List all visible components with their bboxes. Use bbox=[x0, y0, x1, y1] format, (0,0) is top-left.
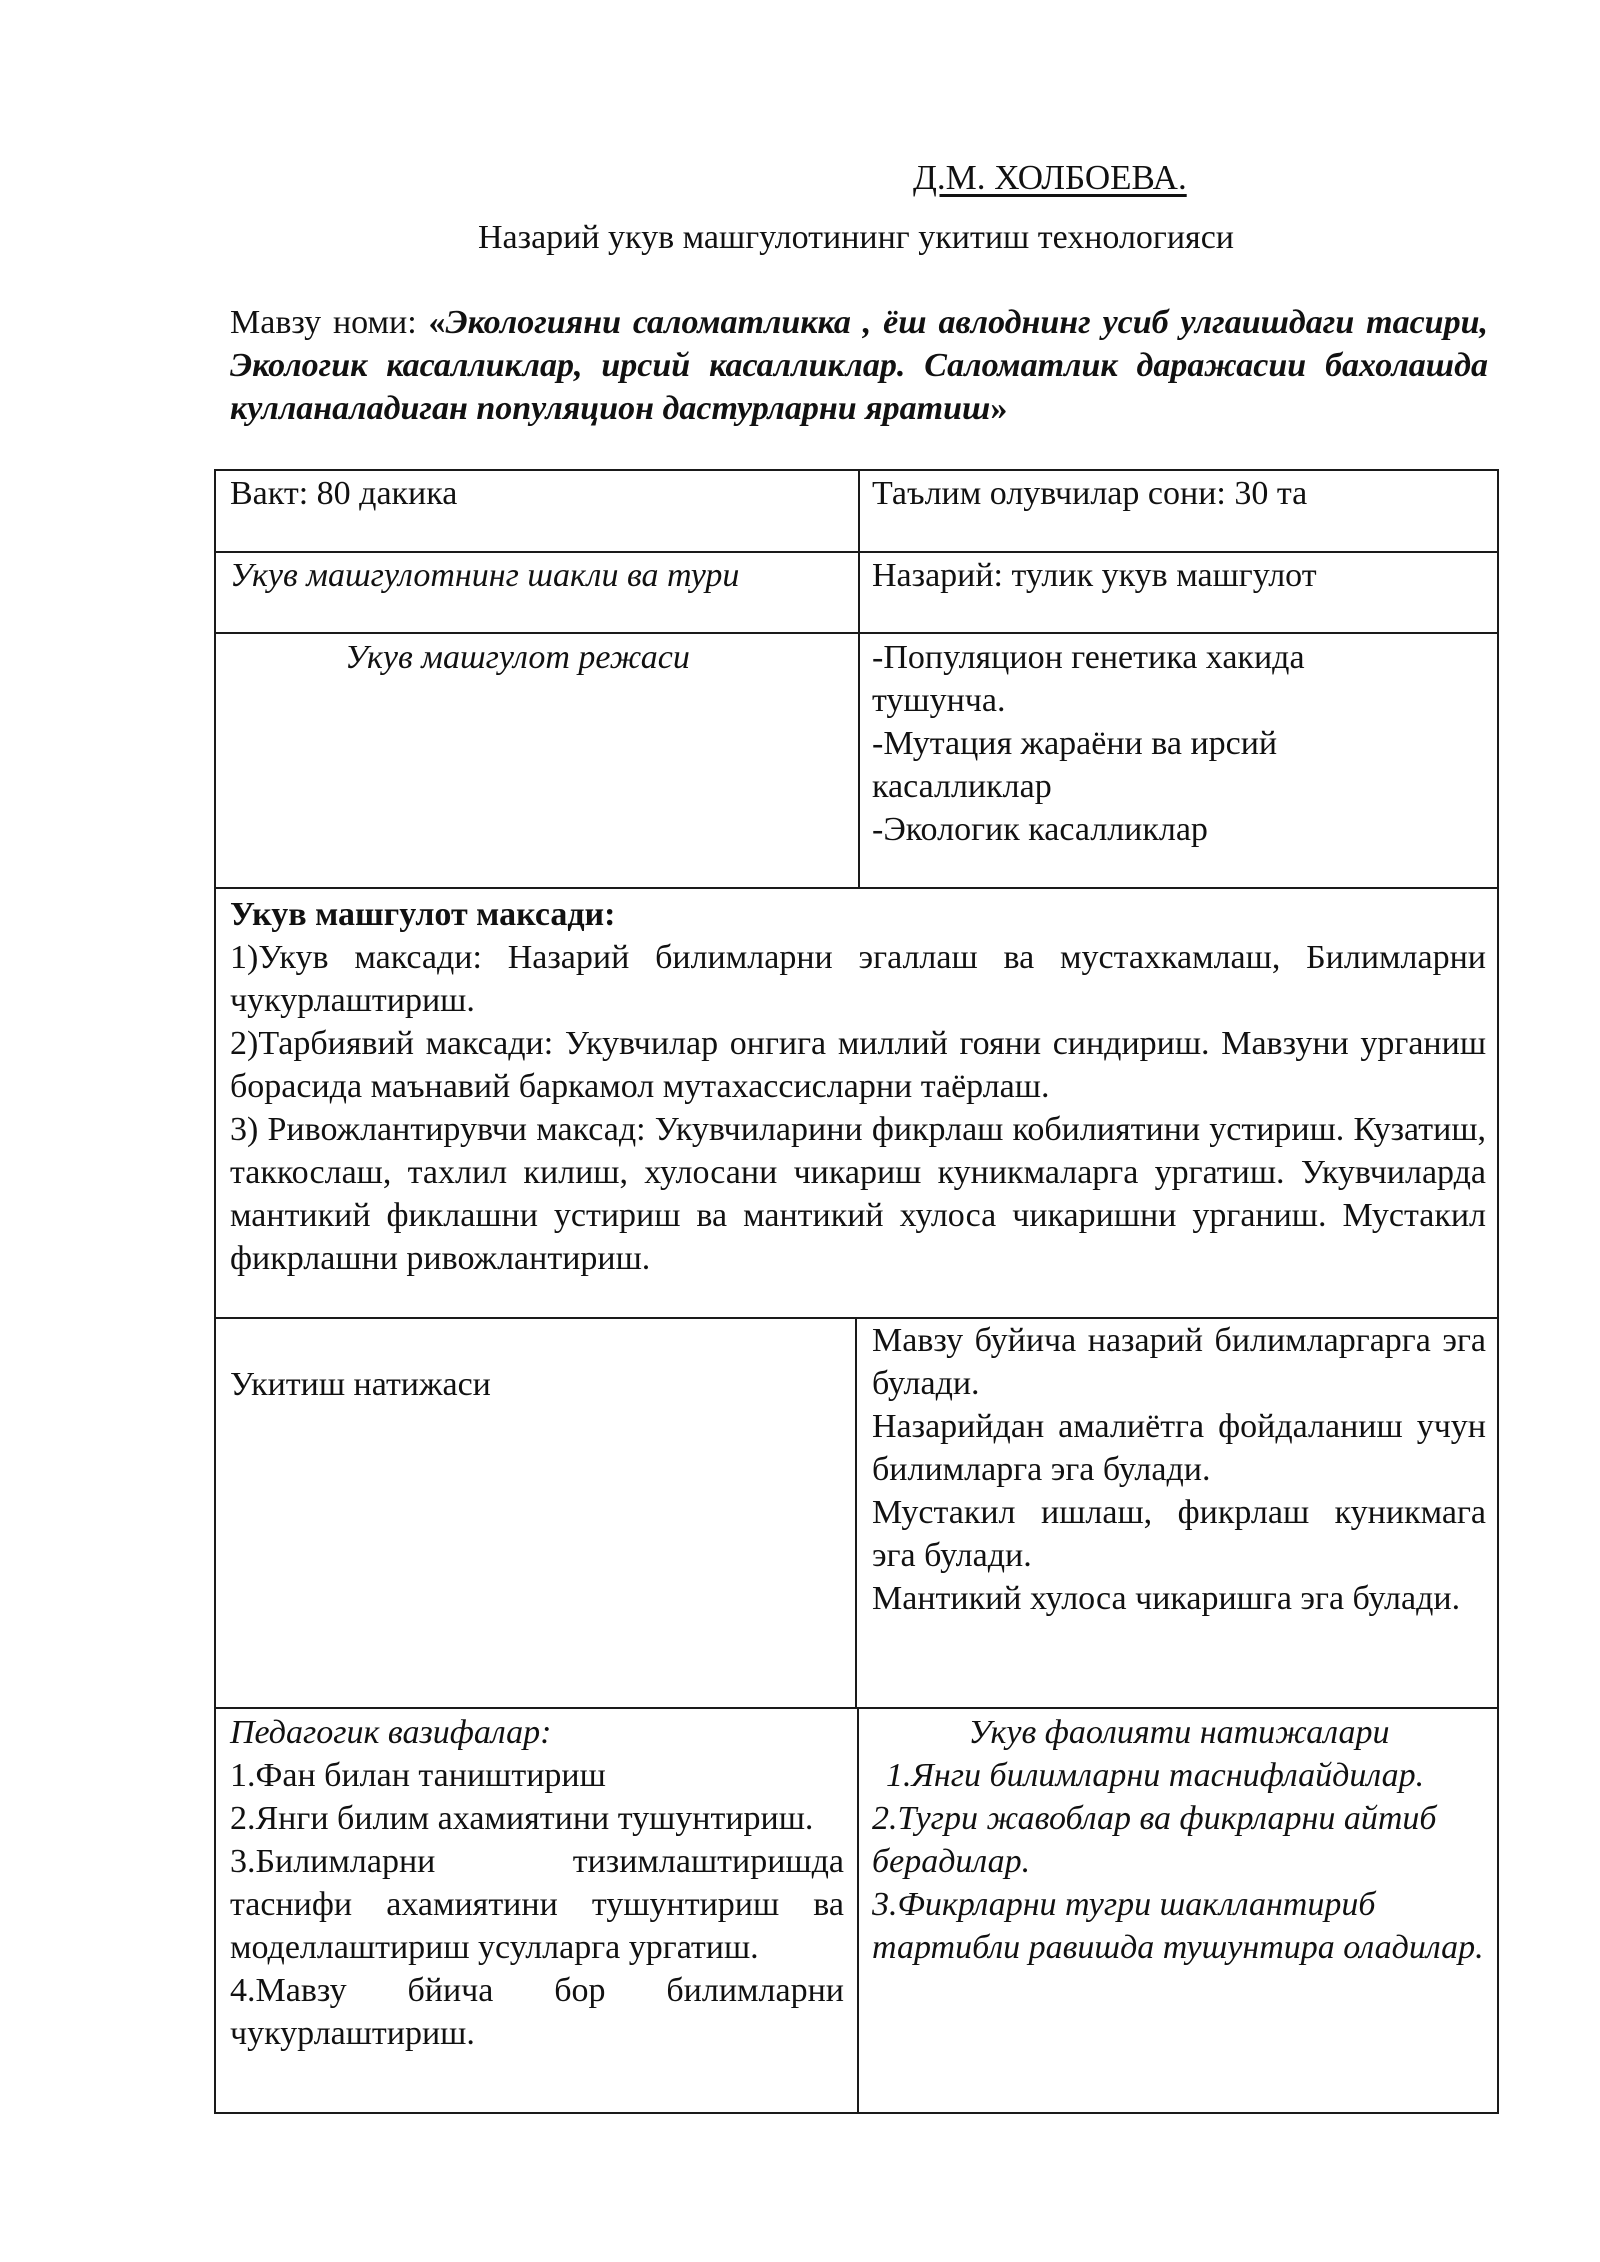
table-border bbox=[857, 1707, 859, 2114]
results-items-cell bbox=[872, 1319, 1486, 1620]
table-border bbox=[855, 1317, 857, 1709]
pedagogic-item: 2.Янги билим ахамиятини тушунтириш. bbox=[230, 1800, 814, 1837]
goals-cell bbox=[230, 893, 1486, 1280]
pedagogic-item: 1.Фан билан таништириш bbox=[230, 1757, 606, 1794]
results-label: Укитиш натижаси bbox=[230, 1366, 491, 1403]
table-border bbox=[214, 887, 1498, 889]
plan-item: -Популяцион генетика хакида тушунча. bbox=[872, 639, 1305, 719]
goal-item: 3) Ривожлантирувчи максад: Укувчиларини фикрлаш кобилиятини устириш. Кузатиш, таккослаш, тахлил килиш, хулосани чикариш куникмаларга ургатиш. Укувчиларда мантикий фиклашни устириш ва мантикий хулоса чикаришни урганиш. Мустакил фикрлашни ривожлантириш. bbox=[230, 1111, 1486, 1277]
results-label-cell bbox=[230, 1363, 830, 1406]
author-name: Д.М. ХОЛБОЕВА. bbox=[913, 158, 1187, 197]
activity-item: 2.Тугри жавоблар ва фикрларни айтиб берадилар. bbox=[872, 1800, 1437, 1880]
goal-item: 2)Тарбиявий максади: Укувчилар онгига миллий гояни синдириш. Мавзуни урганиш борасида маънавий баркамол мутахассисларни таёрлаш. bbox=[230, 1025, 1486, 1105]
time-cell bbox=[230, 472, 840, 515]
students-text: Таълим олувчилар сони: 30 та bbox=[872, 475, 1308, 512]
result-item: Мантикий хулоса чикаришга эга булади. bbox=[872, 1580, 1461, 1617]
form-label-cell bbox=[230, 554, 850, 597]
topic-quote-close: » bbox=[990, 390, 1008, 427]
result-item: Мустакил ишлаш, фикрлаш куникмага эга булади. bbox=[872, 1494, 1486, 1574]
activity-cell bbox=[872, 1711, 1486, 1969]
topic-paragraph bbox=[230, 301, 1488, 430]
activity-item: 3.Фикрларни тугри шакллантириб тартибли равишда тушунтира оладилар. bbox=[872, 1886, 1484, 1966]
topic-quote-open: « bbox=[428, 304, 446, 341]
time-text: Вакт: 80 дакика bbox=[230, 475, 458, 512]
activity-heading: Укув фаолияти натижалари bbox=[968, 1714, 1390, 1751]
form-value: Назарий: тулик укув машгулот bbox=[872, 557, 1317, 594]
table-border bbox=[214, 469, 1498, 471]
result-item: Мавзу буйича назарий билимларгарга эга булади. bbox=[872, 1322, 1486, 1402]
plan-item: -Экологик касалликлар bbox=[872, 811, 1208, 848]
table-border bbox=[214, 632, 1498, 634]
form-label: Укув машгулотнинг шакли ва тури bbox=[230, 557, 740, 594]
table-border bbox=[214, 2112, 1498, 2114]
goal-item: 1)Укув максади: Назарий билимларни эгаллаш ва мустахкамлаш, Билимларни чукурлаштириш. bbox=[230, 939, 1486, 1019]
form-value-cell bbox=[872, 554, 1482, 597]
students-cell bbox=[872, 472, 1482, 515]
table-border bbox=[214, 551, 1498, 553]
pedagogic-heading: Педагогик вазифалар: bbox=[230, 1714, 552, 1751]
table-border bbox=[214, 469, 216, 2114]
table-border bbox=[858, 469, 860, 889]
pedagogic-item: 4.Мавзу бйича бор билимларни чукурлаштириш. bbox=[230, 1972, 844, 2052]
plan-label: Укув машгулот режаси bbox=[345, 639, 690, 676]
document-subtitle: Назарий укув машгулотининг укитиш технологияси bbox=[478, 219, 1234, 256]
activity-item: 1.Янги билимларни таснифлайдилар. bbox=[886, 1757, 1425, 1794]
pedagogic-item: 3.Билимларни тизимлаштиришда таснифи ахамиятини тушунтириш ва моделлаштириш усулларга ургатиш. bbox=[230, 1843, 844, 1966]
table-border bbox=[1497, 469, 1499, 2114]
goals-heading: Укув машгулот максади: bbox=[230, 896, 616, 933]
plan-label-cell bbox=[345, 636, 845, 679]
plan-items-cell bbox=[872, 636, 1372, 851]
result-item: Назарийдан амалиётга фойдаланиш учун билимларга эга булади. bbox=[872, 1408, 1486, 1488]
pedagogic-cell bbox=[230, 1711, 844, 2055]
topic-title: Экологияни саломатликка , ёш авлоднинг усиб улгаишдаги тасири, Экологик касалликлар, ирсий касалликлар. Саломатлик даражасии бахолашда кулланаладиган популяцион дастурларни яратиш bbox=[230, 304, 1488, 427]
plan-item: -Мутация жараёни ва ирсий касалликлар bbox=[872, 725, 1278, 805]
topic-label: Мавзу номи: bbox=[230, 304, 429, 341]
